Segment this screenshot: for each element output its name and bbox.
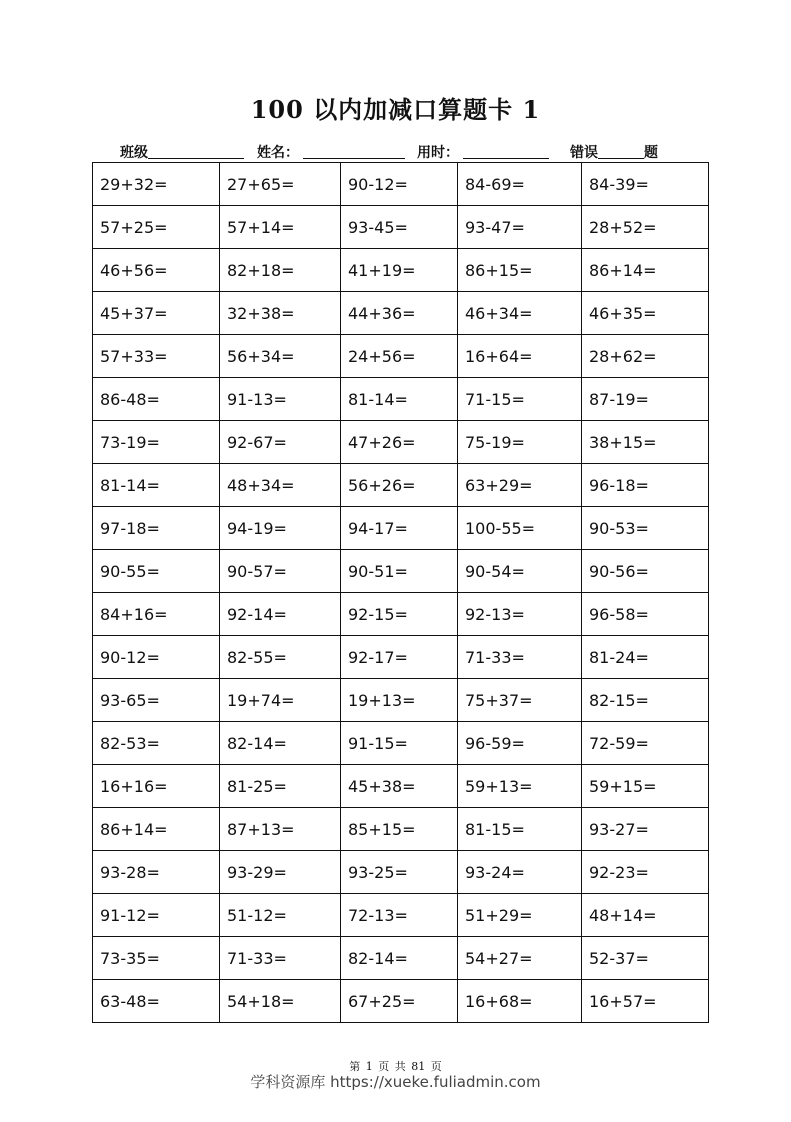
problem-cell: 46+35= <box>582 292 709 335</box>
problem-cell: 86+14= <box>582 249 709 292</box>
problem-cell: 16+68= <box>458 980 582 1023</box>
problem-cell: 73-19= <box>93 421 220 464</box>
problem-cell: 82-14= <box>341 937 458 980</box>
problem-cell: 81-15= <box>458 808 582 851</box>
errors-field <box>570 142 658 162</box>
class-label: 班级 <box>120 145 148 161</box>
problem-row <box>93 765 709 808</box>
problem-cell: 38+15= <box>582 421 709 464</box>
problem-cell: 16+57= <box>582 980 709 1023</box>
name-label: 姓名： <box>257 145 299 161</box>
problem-cell: 46+34= <box>458 292 582 335</box>
problem-cell: 81-25= <box>220 765 341 808</box>
problem-cell: 84+16= <box>93 593 220 636</box>
problem-cell: 67+25= <box>341 980 458 1023</box>
errors-label: 错误 <box>570 145 598 161</box>
problem-cell: 19+13= <box>341 679 458 722</box>
problem-cell: 81-14= <box>93 464 220 507</box>
problem-cell: 92-23= <box>582 851 709 894</box>
problem-row <box>93 679 709 722</box>
problem-cell: 51+29= <box>458 894 582 937</box>
problem-cell: 81-14= <box>341 378 458 421</box>
problem-cell: 90-12= <box>93 636 220 679</box>
problem-cell: 16+64= <box>458 335 582 378</box>
problem-cell: 90-54= <box>458 550 582 593</box>
problem-cell: 94-17= <box>341 507 458 550</box>
problem-cell: 75+37= <box>458 679 582 722</box>
problem-cell: 59+15= <box>582 765 709 808</box>
problem-cell: 92-15= <box>341 593 458 636</box>
problem-cell: 93-27= <box>582 808 709 851</box>
problem-cell: 90-12= <box>341 163 458 206</box>
class-field <box>120 142 244 162</box>
problem-cell: 32+38= <box>220 292 341 335</box>
problem-cell: 82-55= <box>220 636 341 679</box>
problem-cell: 71-33= <box>458 636 582 679</box>
problem-cell: 54+27= <box>458 937 582 980</box>
problem-cell: 100-55= <box>458 507 582 550</box>
problem-cell: 94-19= <box>220 507 341 550</box>
problem-cell: 82-53= <box>93 722 220 765</box>
problem-cell: 92-14= <box>220 593 341 636</box>
problem-cell: 27+65= <box>220 163 341 206</box>
time-label: 用时： <box>417 145 459 161</box>
problem-cell: 90-53= <box>582 507 709 550</box>
time-blank-line[interactable] <box>463 144 549 159</box>
problem-cell: 52-37= <box>582 937 709 980</box>
problem-cell: 73-35= <box>93 937 220 980</box>
name-blank-line[interactable] <box>303 144 405 159</box>
problem-cell: 90-56= <box>582 550 709 593</box>
problem-cell: 72-13= <box>341 894 458 937</box>
problem-cell: 24+56= <box>341 335 458 378</box>
problem-row <box>93 507 709 550</box>
problem-cell: 45+37= <box>93 292 220 335</box>
problem-cell: 82-14= <box>220 722 341 765</box>
problem-cell: 56+26= <box>341 464 458 507</box>
problem-cell: 71-15= <box>458 378 582 421</box>
problem-row <box>93 206 709 249</box>
problem-cell: 90-57= <box>220 550 341 593</box>
problem-cell: 72-59= <box>582 722 709 765</box>
problem-cell: 54+18= <box>220 980 341 1023</box>
problem-cell: 19+74= <box>220 679 341 722</box>
problem-cell: 75-19= <box>458 421 582 464</box>
problem-cell: 93-47= <box>458 206 582 249</box>
problem-cell: 90-51= <box>341 550 458 593</box>
problem-cell: 92-67= <box>220 421 341 464</box>
errors-blank-line[interactable] <box>598 144 644 159</box>
problem-cell: 86+14= <box>93 808 220 851</box>
problem-cell: 56+34= <box>220 335 341 378</box>
problem-cell: 82-15= <box>582 679 709 722</box>
problem-cell: 96-58= <box>582 593 709 636</box>
problem-cell: 47+26= <box>341 421 458 464</box>
problem-cell: 84-39= <box>582 163 709 206</box>
problem-cell: 51-12= <box>220 894 341 937</box>
problem-row <box>93 464 709 507</box>
problem-row <box>93 593 709 636</box>
problem-cell: 28+52= <box>582 206 709 249</box>
problem-row <box>93 163 709 206</box>
problem-cell: 48+34= <box>220 464 341 507</box>
problem-cell: 81-24= <box>582 636 709 679</box>
problem-cell: 86+15= <box>458 249 582 292</box>
problem-cell: 92-17= <box>341 636 458 679</box>
problem-cell: 93-25= <box>341 851 458 894</box>
student-info-bar <box>120 142 680 162</box>
problem-row <box>93 937 709 980</box>
problem-cell: 96-18= <box>582 464 709 507</box>
problem-cell: 87+13= <box>220 808 341 851</box>
problem-cell: 28+62= <box>582 335 709 378</box>
class-blank-line[interactable] <box>148 144 244 159</box>
problem-grid <box>92 162 709 1023</box>
errors-suffix: 题 <box>644 145 658 161</box>
problem-cell: 91-13= <box>220 378 341 421</box>
problem-row <box>93 894 709 937</box>
problem-cell: 84-69= <box>458 163 582 206</box>
problem-cell: 63+29= <box>458 464 582 507</box>
problem-cell: 93-65= <box>93 679 220 722</box>
problem-cell: 29+32= <box>93 163 220 206</box>
problem-cell: 45+38= <box>341 765 458 808</box>
problem-cell: 71-33= <box>220 937 341 980</box>
problem-cell: 90-55= <box>93 550 220 593</box>
problem-cell: 59+13= <box>458 765 582 808</box>
problem-cell: 63-48= <box>93 980 220 1023</box>
problem-cell: 48+14= <box>582 894 709 937</box>
problem-row <box>93 292 709 335</box>
problem-cell: 93-24= <box>458 851 582 894</box>
problem-row <box>93 722 709 765</box>
page-number: 第 1 页 共 81 页 <box>349 1060 442 1073</box>
problem-cell: 87-19= <box>582 378 709 421</box>
problem-row <box>93 808 709 851</box>
problem-row <box>93 378 709 421</box>
problem-row <box>93 249 709 292</box>
time-field <box>417 142 549 162</box>
problem-row <box>93 421 709 464</box>
problem-row <box>93 550 709 593</box>
problem-cell: 92-13= <box>458 593 582 636</box>
problem-cell: 97-18= <box>93 507 220 550</box>
problem-cell: 44+36= <box>341 292 458 335</box>
problem-cell: 57+33= <box>93 335 220 378</box>
problem-row <box>93 980 709 1023</box>
problem-cell: 57+14= <box>220 206 341 249</box>
name-field <box>257 142 405 162</box>
problem-cell: 16+16= <box>93 765 220 808</box>
problem-row <box>93 335 709 378</box>
problem-row <box>93 851 709 894</box>
problem-cell: 57+25= <box>93 206 220 249</box>
problem-cell: 93-45= <box>341 206 458 249</box>
problem-cell: 96-59= <box>458 722 582 765</box>
problem-cell: 41+19= <box>341 249 458 292</box>
watermark-text: 学科资源库 https://xueke.fuliadmin.com <box>250 1073 541 1091</box>
page-title: 100 以内加减口算题卡 1 <box>250 95 541 124</box>
problem-cell: 82+18= <box>220 249 341 292</box>
problem-cell: 86-48= <box>93 378 220 421</box>
problem-cell: 93-29= <box>220 851 341 894</box>
problem-cell: 91-12= <box>93 894 220 937</box>
problem-cell: 93-28= <box>93 851 220 894</box>
problem-cell: 46+56= <box>93 249 220 292</box>
problem-cell: 91-15= <box>341 722 458 765</box>
problem-row <box>93 636 709 679</box>
problem-cell: 85+15= <box>341 808 458 851</box>
